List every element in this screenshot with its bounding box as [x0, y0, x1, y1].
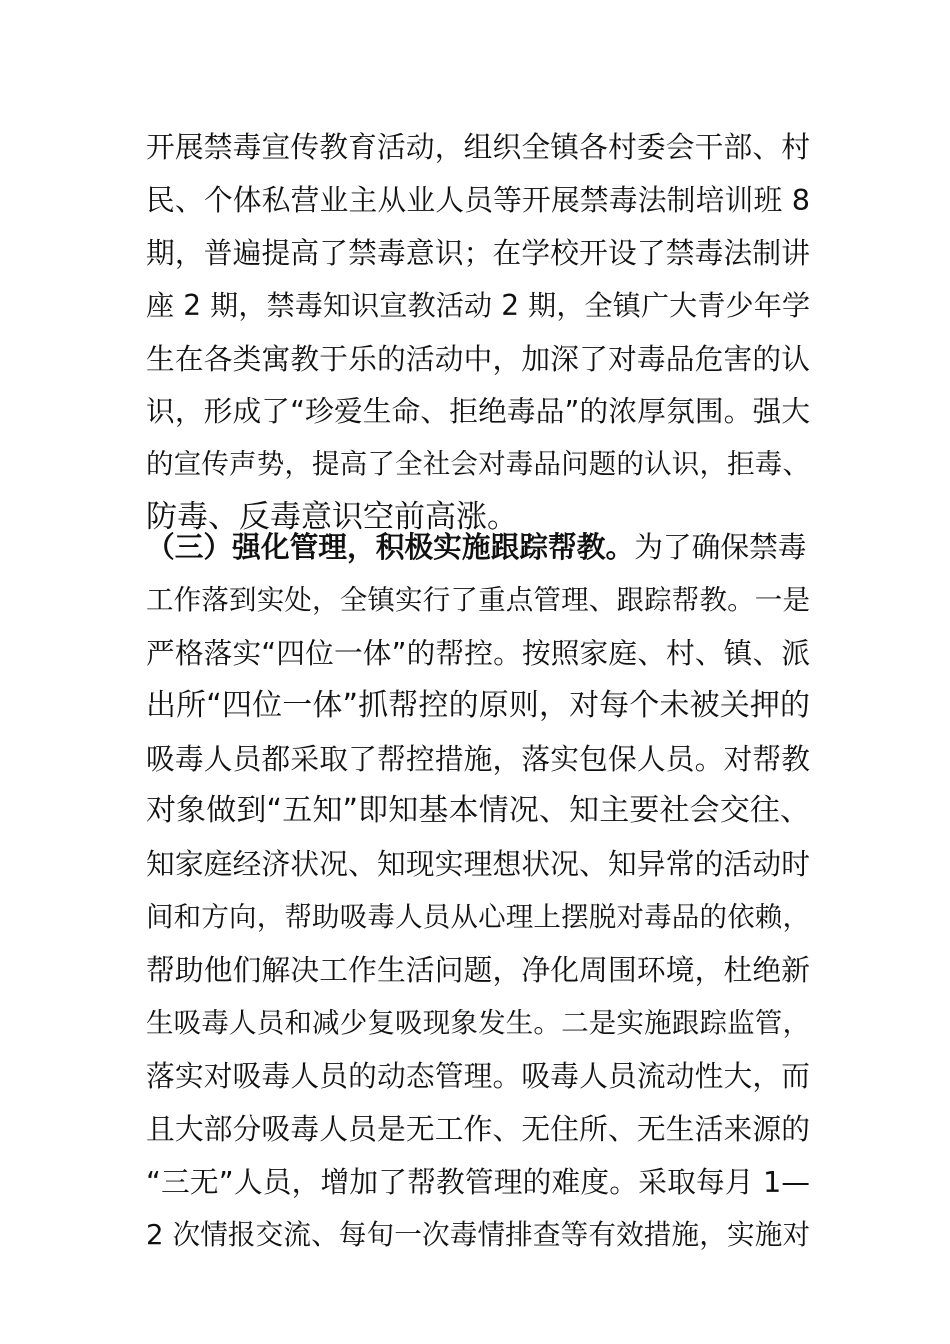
paragraph-2	[146, 521, 810, 1261]
text-line: 严格落实“四位一体”的帮控。按照家庭、村、镇、派	[146, 635, 810, 670]
text-line: 出所“四位一体”抓帮控的原则，对每个未被关押的	[146, 687, 810, 723]
section-heading: （三）强化管理，积极实施跟踪帮教。	[146, 530, 635, 564]
text-line: 帮助他们解决工作生活问题，净化周围环境，杜绝新	[146, 953, 810, 988]
paragraph-2-first-line	[146, 521, 810, 574]
paragraph-1	[146, 121, 810, 544]
text-line: 工作落到实处，全镇实行了重点管理、跟踪帮教。一是	[146, 583, 810, 616]
text-line: 对象做到“五知”即知基本情况、知主要社会交往、	[146, 793, 810, 829]
text-line: 期，普遍提高了禁毒意识；在学校开设了禁毒法制讲	[146, 235, 810, 270]
text-run: 为了确保禁毒	[634, 530, 807, 564]
text-line: 生在各类寓教于乐的活动中，加深了对毒品危害的认	[146, 341, 810, 376]
text-line: 防毒、反毒意识空前高涨。	[146, 499, 518, 536]
text-line: 开展禁毒宣传教育活动，组织全镇各村委会干部、村	[146, 130, 810, 164]
text-line: 民、个体私营业主从业人员等开展禁毒法制培训班 8	[146, 182, 810, 217]
text-line: 且大部分吸毒人员是无工作、无住所、无生活来源的	[146, 1111, 810, 1146]
text-line: 的宣传声势，提高了全社会对毒品问题的认识，拒毒、	[146, 448, 810, 481]
text-line: 间和方向，帮助吸毒人员从心理上摆脱对毒品的依赖，	[146, 901, 810, 934]
text-line: 吸毒人员都采取了帮控措施，落实包保人员。对帮教	[146, 741, 810, 776]
text-line: 知家庭经济状况、知现实理想状况、知异常的活动时	[146, 847, 810, 882]
text-line: 识，形成了“珍爱生命、拒绝毒品”的浓厚氛围。强大	[146, 394, 810, 429]
text-line: 生吸毒人员和减少复吸现象发生。二是实施跟踪监管，	[146, 1007, 810, 1040]
text-line: 落实对吸毒人员的动态管理。吸毒人员流动性大，而	[146, 1058, 810, 1093]
text-line: “三无”人员，增加了帮教管理的难度。采取每月 1—	[146, 1164, 810, 1199]
text-line: 2 次情报交流、每旬一次毒情排查等有效措施，实施对	[146, 1218, 810, 1251]
text-line: 座 2 期，禁毒知识宣教活动 2 期，全镇广大青少年学	[146, 288, 810, 322]
